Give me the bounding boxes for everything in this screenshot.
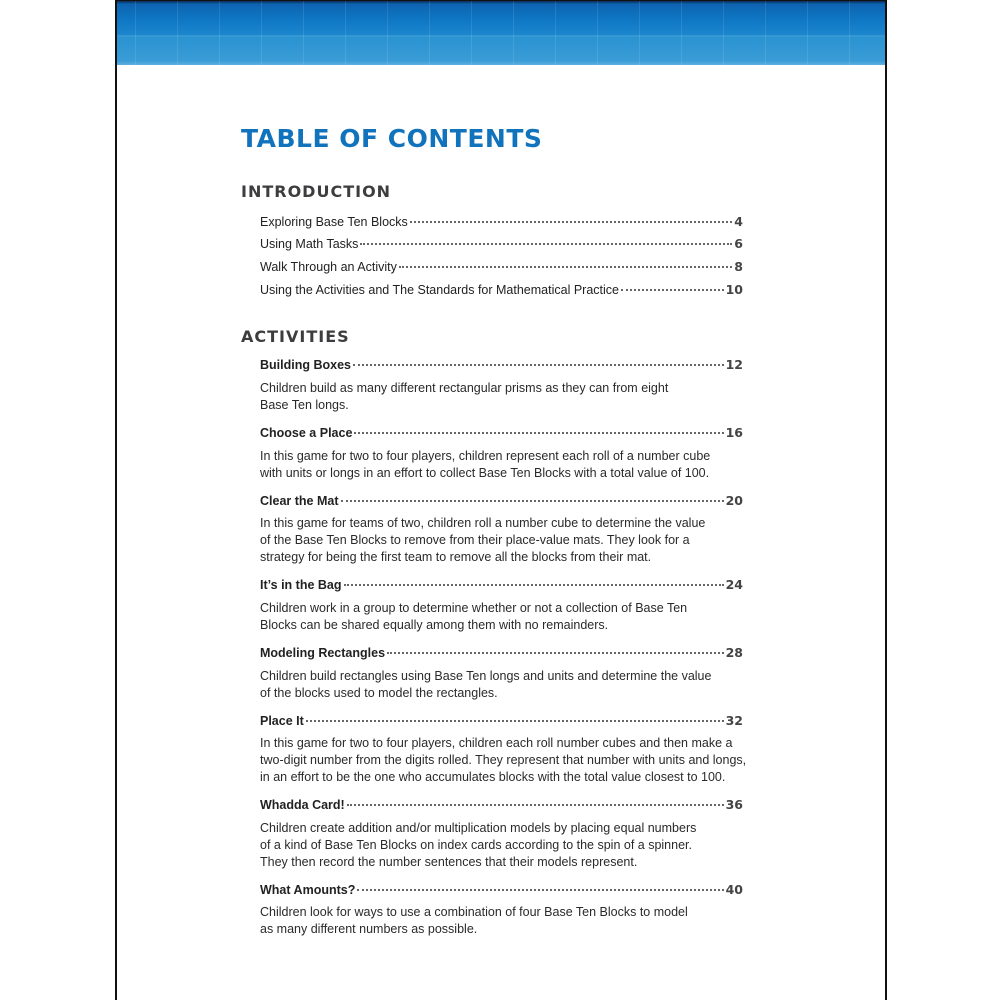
description-line: in an effort to be the one who accumulates blocks with the total value closest to 100. [260, 770, 726, 784]
dot-leader [357, 889, 723, 891]
description-line: of the Base Ten Blocks to remove from their place-value mats. They look for a [260, 533, 690, 547]
description-line: Children look for ways to use a combination of four Base Ten Blocks to model [260, 905, 688, 919]
toc-entry[interactable] [260, 282, 743, 298]
toc-entry[interactable] [260, 259, 743, 275]
toc-entry-title: Using Math Tasks [260, 237, 359, 251]
dot-leader [410, 221, 733, 223]
toc-entry-page: 20 [725, 493, 743, 508]
toc-entry-page: 6 [734, 236, 743, 251]
description-line: In this game for two to four players, children represent each roll of a number cube [260, 449, 711, 463]
dot-leader [353, 364, 724, 366]
toc-entry-title: Modeling Rectangles [260, 646, 386, 660]
toc-entry[interactable] [260, 882, 743, 898]
toc-entry-page: 10 [725, 282, 743, 297]
toc-entry-description [260, 380, 760, 414]
description-line: Base Ten longs. [260, 398, 349, 412]
toc-entry[interactable] [260, 645, 743, 661]
toc-entry[interactable] [260, 577, 743, 593]
description-line: as many different numbers as possible. [260, 922, 478, 936]
dot-leader [387, 652, 724, 654]
description-line: strategy for being the first team to remove all the blocks from their mat. [260, 550, 652, 564]
toc-entry-title: Exploring Base Ten Blocks [260, 215, 408, 229]
toc-entry-title: What Amounts? [260, 883, 356, 897]
toc-entry-page: 8 [734, 259, 743, 274]
toc-entry-description [260, 668, 760, 702]
dot-leader [399, 266, 732, 268]
toc-entry-page: 40 [725, 882, 743, 897]
toc-entry-page: 12 [725, 357, 743, 372]
toc-entry-title: Walk Through an Activity [260, 260, 397, 274]
description-line: In this game for two to four players, children each roll number cubes and then make a [260, 736, 733, 750]
toc-entry-title: It’s in the Bag [260, 578, 342, 592]
description-line: They then record the number sentences that their models represent. [260, 855, 638, 869]
document-page [115, 0, 887, 1000]
toc-entry[interactable] [260, 797, 743, 813]
toc-entry-description [260, 448, 780, 482]
toc-entry-description [260, 904, 760, 938]
description-line: In this game for teams of two, children roll a number cube to determine the value [260, 516, 706, 530]
description-line: with units or longs in an effort to collect Base Ten Blocks with a total value of 100. [260, 466, 710, 480]
dot-leader [341, 500, 724, 502]
description-line: Children create addition and/or multiplication models by placing equal numbers [260, 821, 697, 835]
toc-entry-page: 28 [725, 645, 743, 660]
toc-entry-description [260, 735, 780, 786]
toc-entry-title: Using the Activities and The Standards for Mathematical Practice [260, 283, 619, 297]
page-title: TABLE OF CONTENTS [241, 124, 543, 153]
toc-entry-page: 36 [725, 797, 743, 812]
description-line: Children build rectangles using Base Ten longs and units and determine the value [260, 669, 712, 683]
toc-entry-description [260, 515, 760, 566]
description-line: Children work in a group to determine whether or not a collection of Base Ten [260, 601, 688, 615]
dot-leader [344, 584, 724, 586]
toc-entry-description [260, 820, 760, 871]
section-heading-introduction: INTRODUCTION [241, 182, 392, 201]
toc-entry[interactable] [260, 357, 743, 373]
toc-entry-title: Place It [260, 714, 304, 728]
dot-leader [360, 243, 732, 245]
toc-entry-page: 24 [725, 577, 743, 592]
dot-leader [306, 720, 724, 722]
toc-entry[interactable] [260, 493, 743, 509]
toc-entry-title: Choose a Place [260, 426, 353, 440]
description-line: two-digit number from the digits rolled. They represent that number with units and longs, [260, 753, 747, 767]
toc-entry[interactable] [260, 713, 743, 729]
toc-entry-title: Building Boxes [260, 358, 351, 372]
section-heading-activities: ACTIVITIES [241, 327, 350, 346]
banner-grid-pattern [117, 1, 885, 65]
toc-entry-page: 16 [725, 425, 743, 440]
toc-entry[interactable] [260, 236, 743, 252]
description-line: of the blocks used to model the rectangles. [260, 686, 498, 700]
toc-entry[interactable] [260, 425, 743, 441]
dot-leader [354, 432, 723, 434]
toc-entry-page: 32 [725, 713, 743, 728]
toc-entry-description [260, 600, 760, 634]
description-line: of a kind of Base Ten Blocks on index cards according to the spin of a spinner. [260, 838, 692, 852]
toc-entry-page: 4 [734, 214, 743, 229]
toc-entry-title: Whadda Card! [260, 798, 345, 812]
toc-entry-title: Clear the Mat [260, 494, 339, 508]
header-banner [117, 0, 885, 65]
banner-divider [117, 35, 885, 37]
description-line: Blocks can be shared equally among them with no remainders. [260, 618, 609, 632]
dot-leader [621, 289, 724, 291]
description-line: Children build as many different rectangular prisms as they can from eight [260, 381, 669, 395]
dot-leader [347, 804, 724, 806]
toc-entry[interactable] [260, 214, 743, 230]
